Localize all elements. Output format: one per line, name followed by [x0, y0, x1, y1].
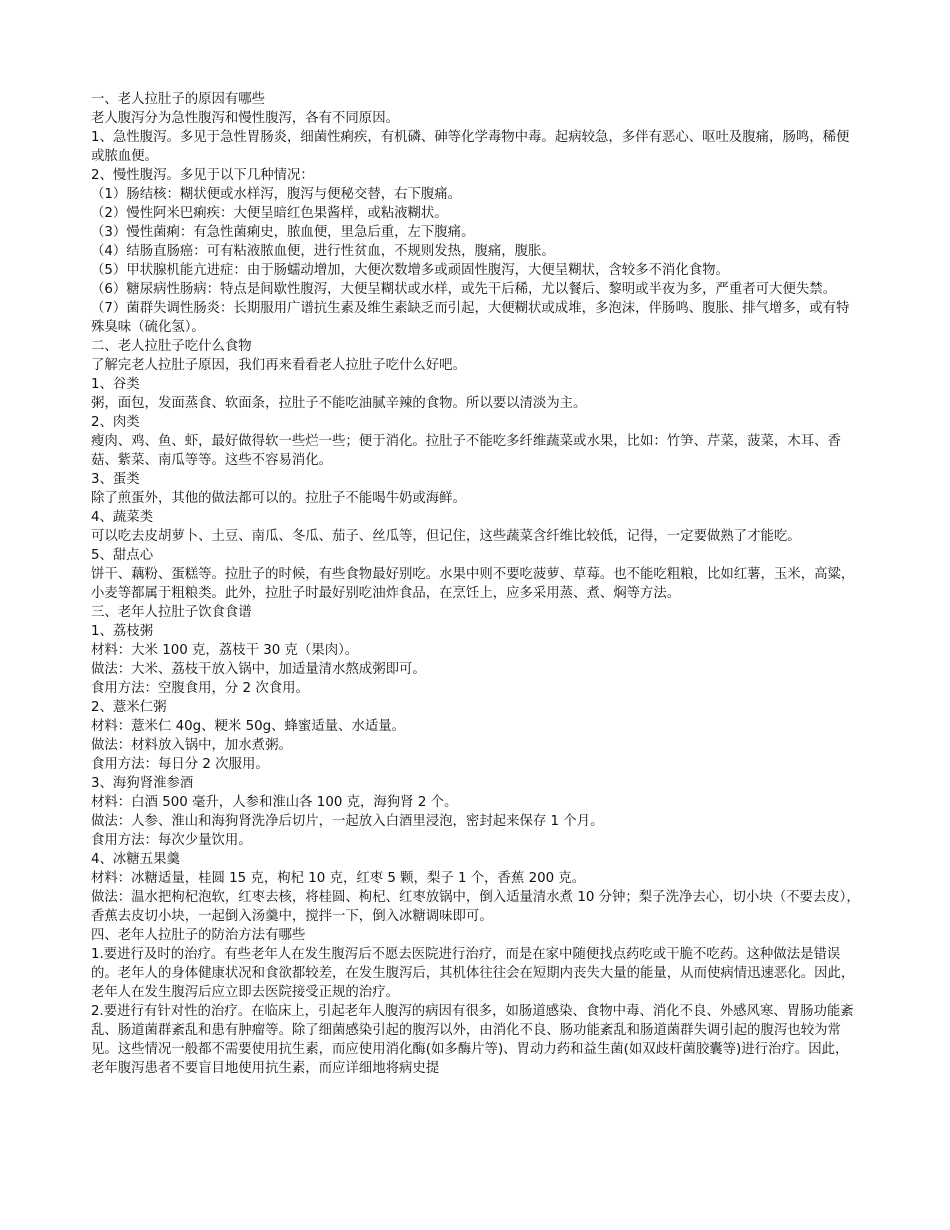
- subheading: 1、荔枝粥: [91, 624, 154, 639]
- subheading: 3、海狗肾淮参酒: [91, 776, 194, 791]
- subheading: 2、薏米仁粥: [91, 700, 167, 715]
- list-item: （7）菌群失调性肠炎：长期服用广谱抗生素及维生素缺乏而引起，大便糊状或成堆，多泡沫，伴肠鸣、腹胀、排气增多，或有特殊臭味（硫化氢）。: [91, 301, 850, 335]
- paragraph: 2、慢性腹泻。多见于以下几种情况：: [91, 168, 314, 183]
- subheading: 3、蛋类: [91, 472, 140, 487]
- subheading: 5、甜点心: [91, 548, 154, 563]
- subheading: 4、蔬菜类: [91, 510, 154, 525]
- paragraph: 了解完老人拉肚子原因，我们再来看看老人拉肚子吃什么好吧。: [91, 358, 466, 373]
- heading-foods: 二、老人拉肚子吃什么食物: [91, 339, 252, 354]
- document-body: [91, 90, 861, 1078]
- subheading: 1、谷类: [91, 377, 140, 392]
- paragraph: 材料：白酒 500 毫升，人参和淮山各 100 克，海狗肾 2 个。: [91, 795, 458, 810]
- list-item: （3）慢性菌痢：有急性菌痢史，脓血便，里急后重，左下腹痛。: [91, 225, 475, 240]
- paragraph: 可以吃去皮胡萝卜、土豆、南瓜、冬瓜、茄子、丝瓜等，但记住，这些蔬菜含纤维比较低，记得，一定要做熟了才能吃。: [91, 529, 801, 544]
- subheading: 4、冰糖五果羹: [91, 852, 180, 867]
- paragraph: 1.要进行及时的治疗。有些老年人在发生腹泻后不愿去医院进行治疗，而是在家中随便找点药吃或干脆不吃药。这种做法是错误的。老年人的身体健康状况和食欲都较差，在发生腹泻后，其机体往往会在短期内丧失大量的能量，从而使病情迅速恶化。因此，老年人在发生腹泻后应立即去医院接受正规的治疗。: [91, 947, 855, 1000]
- paragraph: 做法：材料放入锅中，加水煮粥。: [91, 738, 292, 753]
- paragraph: 做法：人参、淮山和海狗肾洗净后切片，一起放入白酒里浸泡，密封起来保存 1 个月。: [91, 814, 604, 829]
- paragraph: 除了煎蛋外，其他的做法都可以的。拉肚子不能喝牛奶或海鲜。: [91, 491, 466, 506]
- paragraph: 食用方法：空腹食用，分 2 次食用。: [91, 681, 309, 696]
- subheading: 2、肉类: [91, 415, 140, 430]
- list-item: （2）慢性阿米巴痢疾：大便呈暗红色果酱样，或粘液糊状。: [91, 206, 448, 221]
- list-item: （6）糖尿病性肠病：特点是间歇性腹泻，大便呈糊状或水样，或先干后稀，尤以餐后、黎明或半夜为多，严重者可大便失禁。: [91, 282, 836, 297]
- heading-prevention: 四、老年人拉肚子的防治方法有哪些: [91, 928, 306, 943]
- paragraph: 材料：大米 100 克，荔枝干 30 克（果肉）。: [91, 643, 359, 658]
- paragraph: 食用方法：每次少量饮用。: [91, 833, 252, 848]
- paragraph: 食用方法：每日分 2 次服用。: [91, 757, 269, 772]
- paragraph: 粥，面包，发面蒸食、软面条，拉肚子不能吃油腻辛辣的食物。所以要以清淡为主。: [91, 396, 587, 411]
- paragraph: 做法：温水把枸杞泡软，红枣去核，将桂圆、枸杞、红枣放锅中，倒入适量清水煮 10 分钟；梨子洗净去心，切小块（不要去皮），香蕉去皮切小块，一起倒入汤羹中，搅拌一下，倒入冰糖调味即可。: [91, 890, 860, 924]
- list-item: （1）肠结核：糊状便或水样泻，腹泻与便秘交替，右下腹痛。: [91, 187, 462, 202]
- heading-recipes: 三、老年人拉肚子饮食食谱: [91, 605, 252, 620]
- heading-causes: 一、老人拉肚子的原因有哪些: [91, 92, 266, 107]
- list-item: （5）甲状腺机能亢进症：由于肠蠕动增加，大便次数增多或顽固性腹泻，大便呈糊状，含较多不消化食物。: [91, 263, 729, 278]
- paragraph: 材料：冰糖适量，桂圆 15 克，枸杞 10 克，红枣 5 颗，梨子 1 个，香蕉 200 克。: [91, 871, 586, 886]
- paragraph: 老人腹泻分为急性腹泻和慢性腹泻，各有不同原因。: [91, 111, 399, 126]
- paragraph: 2.要进行有针对性的治疗。在临床上，引起老年人腹泻的病因有很多，如肠道感染、食物中毒、消化不良、外感风寒、胃肠功能紊乱、肠道菌群紊乱和患有肿瘤等。除了细菌感染引起的腹泻以外，由消化不良、肠功能紊乱和肠道菌群失调引起的腹泻也较为常见。这些情况一般都不需要使用抗生素，而应使用消化酶(如多酶片等)、胃动力药和益生菌(如双歧杆菌胶囊等)进行治疗。因此，老年腹泻患者不要盲目地使用抗生素，而应详细地将病史提: [91, 1004, 854, 1076]
- list-item: （4）结肠直肠癌：可有粘液脓血便，进行性贫血，不规则发热，腹痛，腹胀。: [91, 244, 555, 259]
- paragraph: 瘦肉、鸡、鱼、虾，最好做得软一些烂一些；便于消化。拉肚子不能吃多纤维蔬菜或水果，比如：竹笋、芹菜，菠菜，木耳、香菇、紫菜、南瓜等等。这些不容易消化。: [91, 434, 841, 468]
- paragraph: 1、急性腹泻。多见于急性胃肠炎，细菌性痢疾，有机磷、砷等化学毒物中毒。起病较急，多伴有恶心、呕吐及腹痛，肠鸣，稀便或脓血便。: [91, 130, 850, 164]
- paragraph: 材料：薏米仁 40g、粳米 50g、蜂蜜适量、水适量。: [91, 719, 406, 734]
- paragraph: 饼干、藕粉、蛋糕等。拉肚子的时候，有些食物最好别吃。水果中则不要吃菠萝、草莓。也不能吃粗粮，比如红薯，玉米，高粱，小麦等都属于粗粮类。此外，拉肚子时最好别吃油炸食品，在烹饪上，应多采用蒸、煮、焖等方法。: [91, 567, 855, 601]
- paragraph: 做法：大米、荔枝干放入锅中，加适量清水熬成粥即可。: [91, 662, 426, 677]
